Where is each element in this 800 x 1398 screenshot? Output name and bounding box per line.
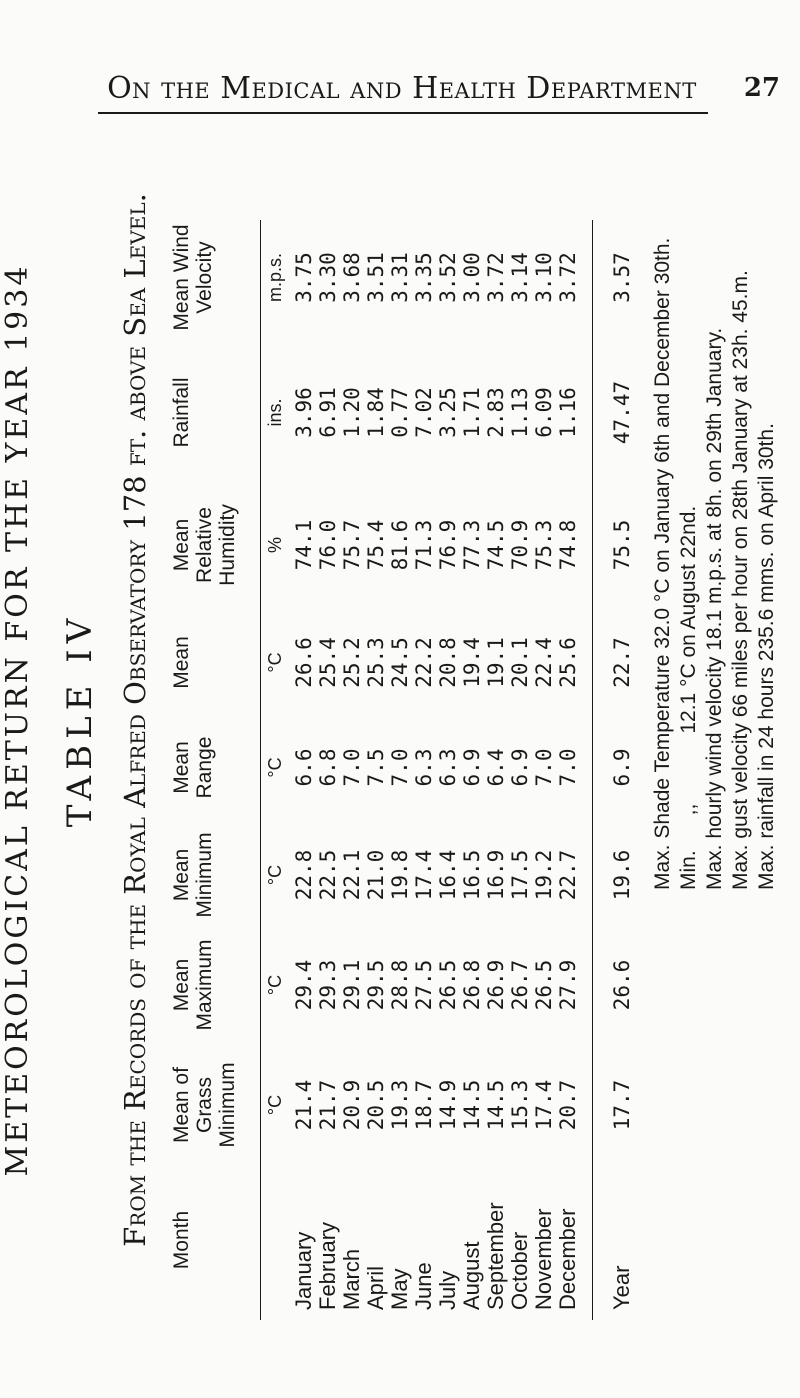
table-cell: 6.09 [532, 387, 556, 438]
column-header-rainfall: Rainfall [170, 377, 193, 448]
note-line: Max. hourly wind velocity 18.1 m.p.s. at 8h. on 29th January. [703, 327, 726, 890]
month-label: October [507, 1231, 532, 1310]
table-cell: 6.3 [412, 748, 436, 787]
table-cell: 28.8 [388, 959, 412, 1011]
table-cell: 7.02 [412, 387, 436, 438]
table-cell: 25.3 [364, 637, 388, 688]
table-cell: 17.4 [532, 1079, 556, 1131]
table-cell: 18.7 [412, 1079, 436, 1131]
table-cell: 6.91 [316, 387, 340, 438]
unit-label: % [265, 537, 285, 554]
table-cell: 22.2 [412, 637, 436, 688]
unit-label: °C [265, 1094, 285, 1116]
table-cell: 74.8 [556, 519, 580, 571]
table-cell: 29.5 [364, 959, 388, 1011]
table-cell: 26.8 [460, 959, 484, 1011]
table-cell: 7.0 [388, 748, 412, 787]
caption-text: From the Records of the Royal Alfred Observatory 178 ft. above Sea Level. [118, 193, 152, 1247]
table-cell: 26.5 [436, 959, 460, 1011]
table-cell: 7.0 [340, 748, 364, 787]
table-cell: 6.9 [460, 748, 484, 787]
unit-label: °C [265, 757, 285, 778]
table-cell: 27.9 [556, 959, 580, 1011]
table-cell: 20.5 [364, 1079, 388, 1131]
table-cell: 20.1 [508, 637, 532, 688]
month-label: May [387, 1268, 412, 1310]
table-cell: 6.8 [316, 748, 340, 787]
table-label: TABLE IV [60, 612, 100, 828]
table-cell: 21.4 [292, 1079, 316, 1131]
header-divider [260, 220, 261, 1320]
table-cell: 22.5 [316, 849, 340, 901]
table-cell: 14.9 [436, 1079, 460, 1131]
year-divider [592, 220, 593, 1320]
table-cell: 7.0 [532, 748, 556, 787]
table-cell: 25.2 [340, 637, 364, 688]
table-cell: 0.77 [388, 387, 412, 438]
table-cell: 14.5 [484, 1079, 508, 1131]
column-header-grass-min: Mean of Grass Minimum [170, 1062, 240, 1148]
note-line: Min. ,, 12.1 °C on August 22nd. [677, 505, 700, 890]
table-cell: 26.5 [532, 959, 556, 1011]
month-label: August [459, 1241, 484, 1310]
unit-label: ins. [265, 398, 285, 427]
unit-label: m.p.s. [265, 253, 285, 303]
month-label: July [435, 1270, 460, 1310]
table-cell: 6.4 [484, 748, 508, 787]
table-cell: 29.1 [340, 959, 364, 1011]
table-cell: 70.9 [508, 519, 532, 571]
unit-label: °C [265, 652, 285, 673]
year-cell: 26.6 [610, 959, 634, 1011]
table-cell: 16.9 [484, 849, 508, 901]
table-cell: 27.5 [412, 959, 436, 1011]
table-cell: 76.9 [436, 519, 460, 571]
column-header-month: Month [170, 1210, 193, 1270]
table-cell: 19.3 [388, 1079, 412, 1131]
table-cell: 22.8 [292, 849, 316, 901]
year-cell: 17.7 [610, 1079, 634, 1131]
table-cell: 1.16 [556, 387, 580, 438]
page-header [20, 68, 780, 108]
table-caption [118, 120, 152, 1320]
year-cell: 75.5 [610, 519, 634, 571]
table-cell: 24.5 [388, 637, 412, 688]
table-cell: 15.3 [508, 1079, 532, 1131]
column-header-humidity: Mean Relative Humidity [170, 504, 240, 586]
running-head: On the Medical and Health Department [107, 70, 697, 106]
note-line: Max. gust velocity 66 miles per hour on 28th January at 23h. 45.m. [729, 270, 752, 890]
table-cell: 22.4 [532, 637, 556, 688]
table-cell: 75.3 [532, 519, 556, 571]
table-cell: 71.3 [412, 519, 436, 571]
table-cell: 3.10 [532, 252, 556, 303]
table-cell: 74.5 [484, 519, 508, 571]
table-cell: 19.2 [532, 849, 556, 901]
table-cell: 20.9 [340, 1079, 364, 1131]
table-cell: 3.30 [316, 252, 340, 303]
table-cell: 22.1 [340, 849, 364, 901]
table-cell: 81.6 [388, 519, 412, 571]
month-label: December [555, 1208, 580, 1310]
year-cell: 3.57 [610, 252, 634, 303]
header-rule [98, 112, 708, 114]
year-cell: 47.47 [610, 380, 634, 445]
month-label: February [315, 1221, 340, 1310]
year-cell: 22.7 [610, 637, 634, 688]
table-cell: 77.3 [460, 519, 484, 571]
year-label: Year [609, 1265, 634, 1310]
table-cell: 75.7 [340, 519, 364, 571]
table-cell: 3.96 [292, 387, 316, 438]
unit-label: °C [265, 864, 285, 886]
table-cell: 26.6 [292, 637, 316, 688]
table-cell: 19.4 [460, 637, 484, 688]
year-cell: 19.6 [610, 849, 634, 901]
month-label: June [411, 1262, 436, 1310]
table-cell: 3.68 [340, 252, 364, 303]
table-cell: 3.31 [388, 252, 412, 303]
table-cell: 1.20 [340, 387, 364, 438]
table-cell: 16.4 [436, 849, 460, 901]
rotated-table [0, 120, 778, 1320]
table-cell: 3.72 [484, 252, 508, 303]
table-cell: 6.3 [436, 748, 460, 787]
table-cell: 3.25 [436, 387, 460, 438]
table-cell: 1.84 [364, 387, 388, 438]
table-cell: 26.7 [508, 959, 532, 1011]
table-cell: 17.5 [508, 849, 532, 901]
table-cell: 3.35 [412, 252, 436, 303]
table-cell: 2.83 [484, 387, 508, 438]
table-cell: 7.0 [556, 748, 580, 787]
note-line: Max. rainfall in 24 hours 235.6 mms. on April 30th. [755, 423, 778, 890]
column-header-mean: Mean [170, 636, 193, 689]
table-cell: 21.0 [364, 849, 388, 901]
table-cell: 17.4 [412, 849, 436, 901]
table-cell: 6.6 [292, 748, 316, 787]
table-notes [650, 120, 780, 890]
table-cell: 19.8 [388, 849, 412, 901]
table-cell: 26.9 [484, 959, 508, 1011]
table-cell: 20.7 [556, 1079, 580, 1131]
table-cell: 1.13 [508, 387, 532, 438]
year-cell: 6.9 [610, 748, 634, 787]
table-cell: 7.5 [364, 748, 388, 787]
table-title: METEOROLOGICAL RETURN FOR THE YEAR 1934 [0, 263, 35, 1177]
table-cell: 22.7 [556, 849, 580, 901]
table-cell: 3.75 [292, 252, 316, 303]
month-label: January [291, 1231, 316, 1310]
table-cell: 25.4 [316, 637, 340, 688]
table-cell: 3.14 [508, 252, 532, 303]
table-cell: 14.5 [460, 1079, 484, 1131]
table-cell: 3.52 [436, 252, 460, 303]
month-label: March [339, 1248, 364, 1310]
table-cell: 74.1 [292, 519, 316, 571]
table-cell: 29.3 [316, 959, 340, 1011]
table-cell: 16.5 [460, 849, 484, 901]
column-header-min: Mean Minimum [170, 832, 217, 918]
column-header-wind: Mean Wind Velocity [170, 224, 217, 331]
table-cell: 1.71 [460, 387, 484, 438]
table-cell: 21.7 [316, 1079, 340, 1131]
table-cell: 6.9 [508, 748, 532, 787]
table-cell: 29.4 [292, 959, 316, 1011]
month-label: April [363, 1265, 388, 1310]
table-cell: 75.4 [364, 519, 388, 571]
unit-label: °C [265, 974, 285, 996]
table-cell: 19.1 [484, 637, 508, 688]
column-header-max: Mean Maximum [170, 939, 217, 1031]
page-number: 27 [743, 73, 780, 103]
month-label: November [531, 1208, 556, 1310]
note-line: Max. Shade Temperature 32.0 °C on January 6th and December 30th. [651, 237, 674, 890]
column-header-range: Mean Range [170, 736, 217, 799]
table-cell: 25.6 [556, 637, 580, 688]
table-cell: 3.51 [364, 252, 388, 303]
table-cell: 3.72 [556, 252, 580, 303]
table-cell: 76.0 [316, 519, 340, 571]
table-cell: 3.00 [460, 252, 484, 303]
month-label: September [483, 1202, 508, 1310]
table-cell: 20.8 [436, 637, 460, 688]
